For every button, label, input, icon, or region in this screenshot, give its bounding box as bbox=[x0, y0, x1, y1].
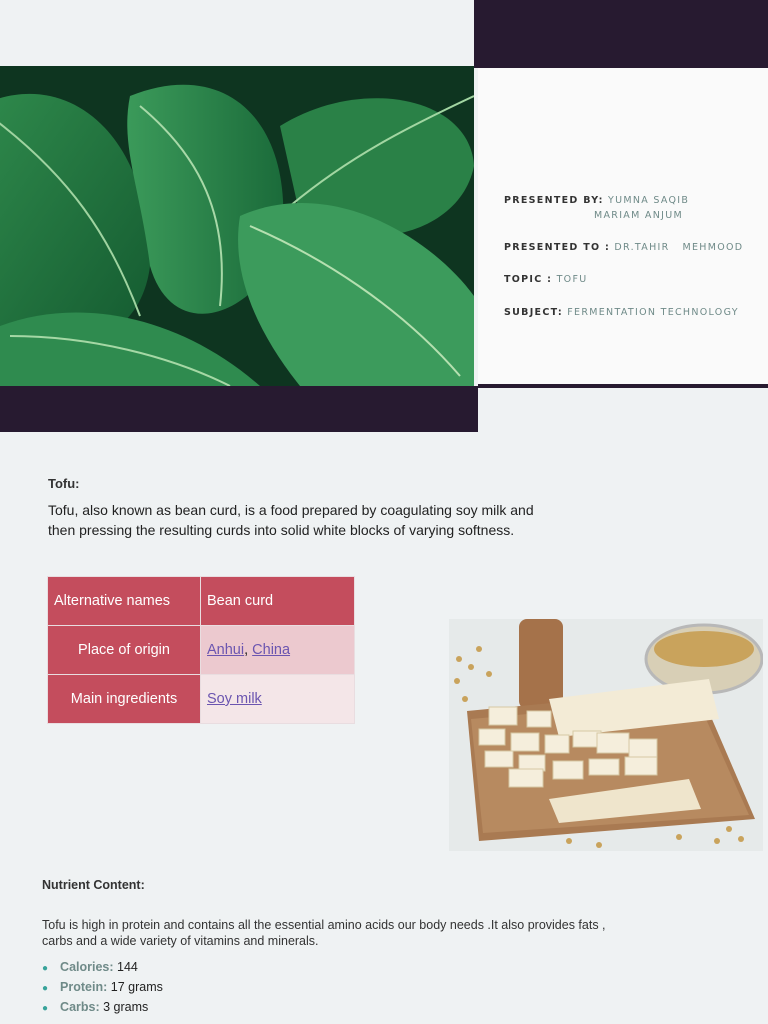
nutrient-content-heading: Nutrient Content: bbox=[42, 878, 145, 892]
presented-by-line bbox=[504, 195, 689, 206]
presentation-info-panel bbox=[478, 68, 768, 384]
presented-by-line-2 bbox=[594, 210, 683, 221]
origin-separator: , bbox=[244, 642, 253, 658]
nutrient-description-line-1: Tofu is high in protein and contains all the essential amino acids our body needs .It also provides fats , bbox=[42, 918, 606, 932]
china-link[interactable]: China bbox=[252, 642, 291, 658]
presented-to-line bbox=[504, 242, 743, 253]
bullet-icon: ● bbox=[42, 983, 49, 994]
tofu-heading: Tofu: bbox=[48, 476, 80, 491]
nutrient-key: Protein: bbox=[60, 980, 108, 994]
presented-to-value: DR.TAHIR MEHMOOD bbox=[614, 242, 744, 253]
alternative-names-value: Bean curd bbox=[201, 577, 355, 626]
main-ingredients-value bbox=[201, 675, 355, 724]
presenter-name-1: YUMNA SAQIB bbox=[608, 195, 690, 206]
anhui-link[interactable]: Anhui bbox=[207, 642, 245, 658]
tofu-infobox bbox=[47, 576, 355, 724]
nutrient-value: 3 grams bbox=[99, 1000, 149, 1014]
topic-value: TOFU bbox=[556, 274, 588, 285]
presenter-name-2: MARIAM ANJUM bbox=[594, 210, 683, 221]
table-row bbox=[48, 577, 355, 626]
nutrient-item-protein bbox=[42, 980, 163, 994]
nutrient-description bbox=[42, 917, 682, 949]
leaves-illustration bbox=[0, 66, 474, 386]
table-row bbox=[48, 626, 355, 675]
soy-milk-link[interactable]: Soy milk bbox=[207, 691, 262, 707]
subject-label: SUBJECT: bbox=[504, 307, 563, 318]
nutrient-item-carbs bbox=[42, 1000, 148, 1014]
banana-leaves-image bbox=[0, 66, 474, 386]
bullet-icon: ● bbox=[42, 1003, 49, 1014]
subject-value: FERMENTATION TECHNOLOGY bbox=[567, 307, 739, 318]
nutrient-key: Carbs: bbox=[60, 1000, 100, 1014]
presented-by-label: PRESENTED BY: bbox=[504, 195, 604, 206]
topic-line bbox=[504, 274, 587, 285]
slide-divider-line bbox=[478, 384, 768, 388]
alternative-names-label: Alternative names bbox=[48, 577, 201, 626]
tofu-description-line-2: then pressing the resulting curds into solid white blocks of varying softness. bbox=[48, 522, 515, 538]
tofu-description-line-1: Tofu, also known as bean curd, is a food prepared by coagulating soy milk and bbox=[48, 502, 534, 518]
place-of-origin-label: Place of origin bbox=[48, 626, 201, 675]
subject-line bbox=[504, 307, 739, 318]
table-row bbox=[48, 675, 355, 724]
nutrient-value: 17 grams bbox=[107, 980, 163, 994]
topic-label: TOPIC : bbox=[504, 274, 553, 285]
nutrient-value: 144 bbox=[113, 960, 138, 974]
bullet-icon: ● bbox=[42, 963, 49, 974]
place-of-origin-value bbox=[201, 626, 355, 675]
presented-to-label: PRESENTED TO : bbox=[504, 242, 611, 253]
nutrient-description-line-2: carbs and a wide variety of vitamins and minerals. bbox=[42, 934, 319, 948]
nutrient-key: Calories: bbox=[60, 960, 114, 974]
tofu-description bbox=[48, 500, 608, 540]
tofu-photo bbox=[449, 619, 763, 851]
tofu-illustration bbox=[449, 619, 763, 851]
nutrient-item-calories bbox=[42, 960, 138, 974]
slide-bottom-band bbox=[0, 386, 478, 432]
main-ingredients-label: Main ingredients bbox=[48, 675, 201, 724]
slide-top-band bbox=[474, 0, 768, 68]
